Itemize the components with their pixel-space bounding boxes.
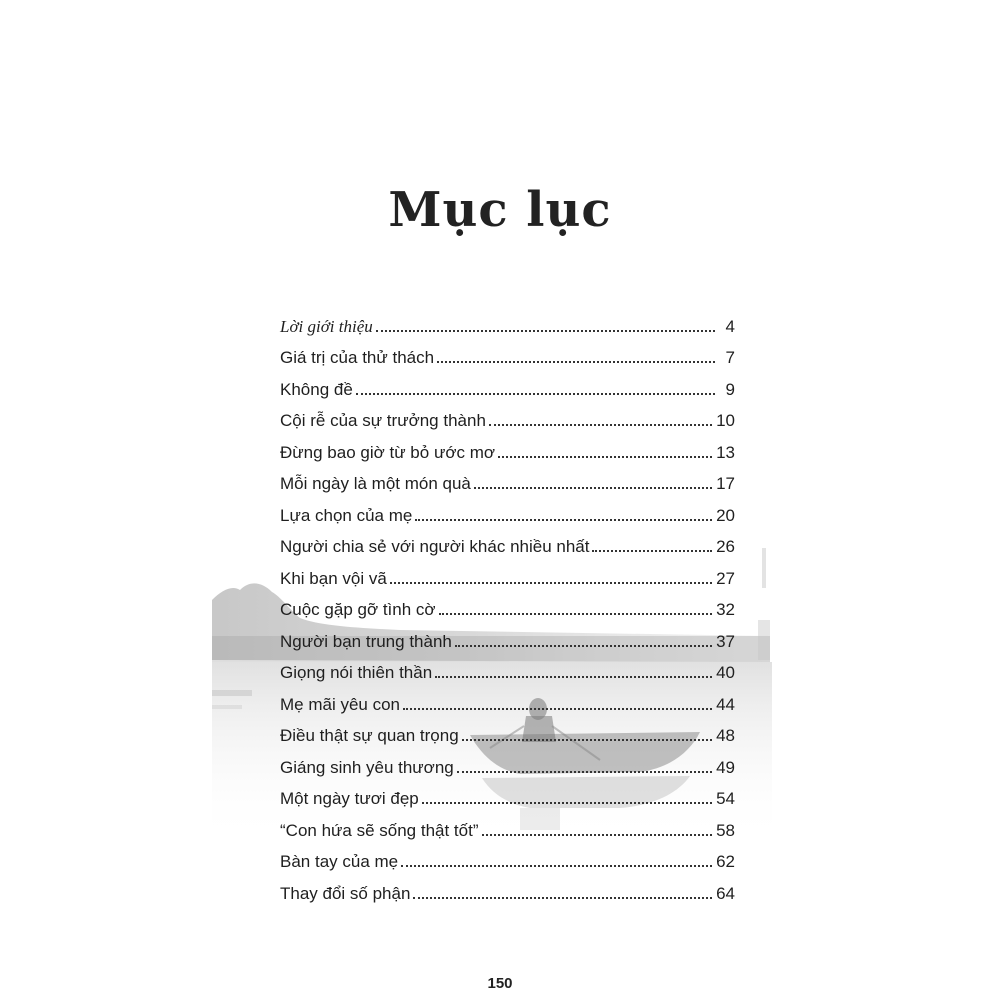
toc-entry-title: Đừng bao giờ từ bỏ ước mơ (280, 442, 495, 462)
toc-entry-page: 17 (716, 474, 735, 493)
dot-leader (498, 456, 712, 458)
toc-entry-page: 7 (725, 348, 735, 367)
toc-entry-title: Cuộc gặp gỡ tình cờ (280, 600, 436, 619)
toc-entry (280, 400, 735, 432)
toc-entry (280, 841, 735, 873)
toc-entry (280, 557, 735, 589)
toc-entry (280, 431, 735, 463)
page-number: 150 (487, 975, 513, 992)
toc-entry-page: 4 (725, 316, 735, 336)
toc-entry (280, 337, 735, 369)
toc-entry-title: Giá trị của thử thách (280, 348, 435, 367)
toc-entry (280, 809, 735, 841)
toc-entry-title: “Con hứa sẽ sống thật tốt” (280, 820, 479, 840)
toc-entry-title: Mẹ mãi yêu con (280, 694, 400, 714)
toc-entry-title: Người bạn trung thành (280, 631, 452, 651)
toc-entry (280, 368, 735, 400)
toc-entry (280, 778, 735, 810)
toc-entry (280, 715, 735, 747)
toc-entry (280, 620, 735, 652)
dot-leader (376, 330, 715, 332)
toc-entry-title: Một ngày tươi đẹp (280, 789, 419, 808)
toc-entry-page: 37 (716, 631, 735, 651)
toc-entry-title: Thay đổi số phận (280, 883, 411, 903)
dot-leader (356, 393, 715, 395)
dot-leader (592, 550, 712, 552)
toc-entry-page: 40 (716, 663, 735, 682)
dot-leader (413, 897, 712, 899)
dot-leader (439, 613, 713, 615)
dot-leader (489, 424, 712, 426)
toc-entry-title: Khi bạn vội vã (280, 568, 387, 588)
page-title: Mục lục (388, 182, 612, 239)
toc-entry (280, 683, 735, 715)
toc-entry-page: 32 (716, 600, 735, 619)
toc-entry-page: 49 (716, 757, 735, 777)
toc-entry-title: Cội rễ của sự trưởng thành (280, 411, 486, 430)
toc-entry-page: 10 (716, 411, 735, 430)
toc-entry-page: 27 (716, 568, 735, 588)
toc-entry-page: 26 (716, 537, 735, 556)
dot-leader (482, 834, 713, 836)
dot-leader (422, 802, 712, 804)
toc-entry-title: Người chia sẻ với người khác nhiều nhất (280, 537, 590, 556)
toc-entry-title: Lựa chọn của mẹ (280, 505, 413, 525)
toc-entry (280, 305, 735, 337)
toc-entry-page: 9 (725, 379, 735, 399)
toc-entry-page: 58 (716, 820, 735, 840)
dot-leader (455, 645, 712, 647)
dot-leader (390, 582, 712, 584)
dot-leader (437, 361, 715, 363)
table-of-contents (280, 305, 735, 904)
toc-entry-page: 64 (716, 883, 735, 903)
toc-entry (280, 746, 735, 778)
toc-entry-page: 20 (716, 505, 735, 525)
toc-entry (280, 526, 735, 558)
dot-leader (415, 519, 712, 521)
toc-entry-title: Giọng nói thiên thần (280, 663, 433, 682)
toc-entry (280, 589, 735, 621)
toc-entry-page: 44 (716, 694, 735, 714)
toc-entry-page: 48 (716, 726, 735, 745)
toc-entry-title: Giáng sinh yêu thương (280, 757, 454, 777)
toc-entry-page: 13 (716, 442, 735, 462)
dot-leader (401, 865, 712, 867)
dot-leader (474, 487, 712, 489)
toc-entry-title: Bàn tay của mẹ (280, 852, 399, 871)
toc-entry-title: Mỗi ngày là một món quà (280, 474, 471, 493)
dot-leader (403, 708, 712, 710)
toc-entry (280, 652, 735, 684)
dot-leader (462, 739, 712, 741)
toc-entry-title: Điều thật sự quan trọng (280, 726, 459, 745)
toc-entry (280, 494, 735, 526)
toc-entry (280, 872, 735, 904)
toc-entry (280, 463, 735, 495)
toc-entry-page: 62 (716, 852, 735, 871)
toc-entry-title: Lời giới thiệu (280, 316, 373, 336)
toc-entry-title: Không đề (280, 379, 353, 399)
dot-leader (435, 676, 712, 678)
dot-leader (457, 771, 712, 773)
toc-entry-page: 54 (716, 789, 735, 808)
